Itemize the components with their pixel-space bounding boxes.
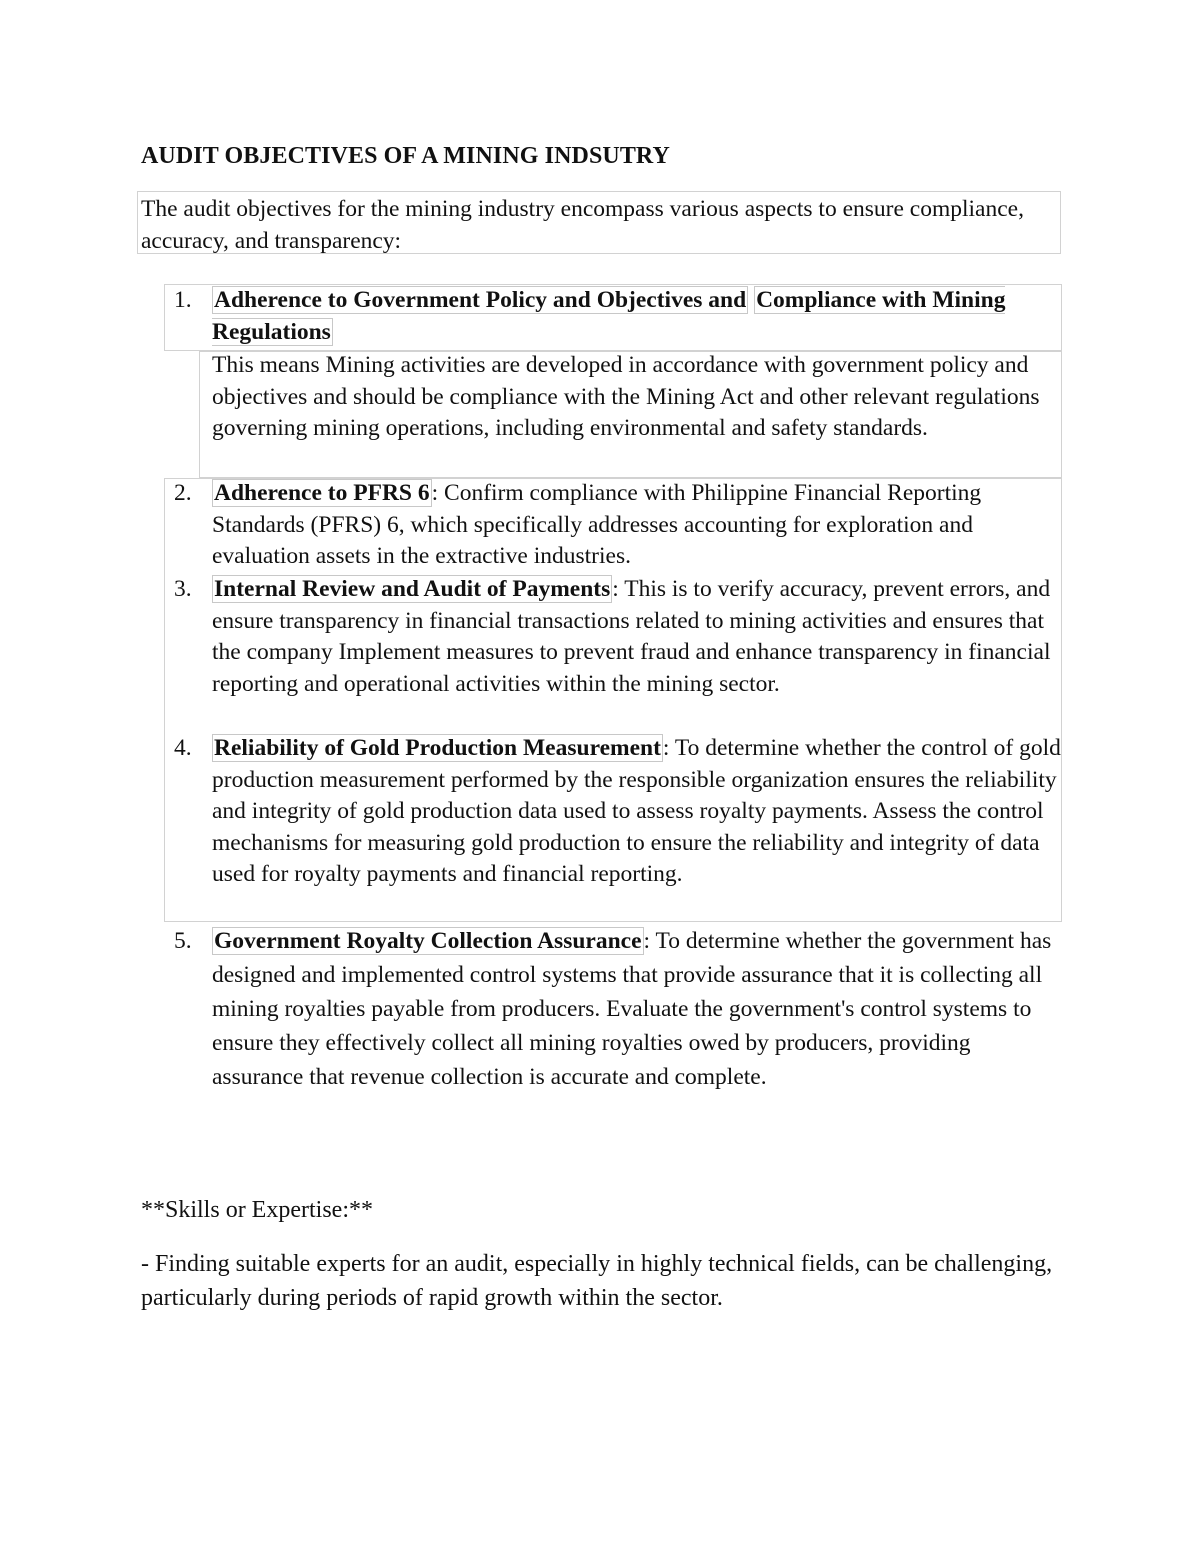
list-item-number: 1. xyxy=(174,287,192,313)
list-item-number: 4. xyxy=(174,735,192,761)
list-item-description: : This is to verify accuracy, prevent errors, and ensure transparency in financial transactions related to mining activities and ensures that the company Implement measures to prevent fraud and enhance transparency in financial reporting and operational activities within the mining sector. xyxy=(212,576,1051,697)
list-item-title: Internal Review and Audit of Payments xyxy=(214,576,611,602)
list-item xyxy=(174,478,1062,574)
intro-paragraph: The audit objectives for the mining industry encompass various aspects to ensure compliance, accuracy, and transparency: xyxy=(141,196,1024,254)
list-item-title: Government Royalty Collection Assurance xyxy=(214,928,642,954)
list-item-title: Adherence to Government Policy and Objectives and xyxy=(214,287,747,313)
list-item-description: : To determine whether the government has designed and implemented control systems that provide assurance that it is collecting all mining royalties payable from producers. Evaluate the government's control systems to ensure they effectively collect all mining royalties owed by producers, providing assurance that revenue collection is accurate and complete. xyxy=(212,928,1052,1090)
list-item-number: 5. xyxy=(174,928,192,954)
objectives-list xyxy=(174,285,1062,1094)
list-item xyxy=(174,285,1062,478)
list-item xyxy=(174,924,1062,1094)
list-item xyxy=(174,574,1062,733)
list-item-description: This means Mining activities are developed in accordance with government policy and objectives and should be compliance with the Mining Act and other relevant regulations governing mining operations, including environmental and safety standards. xyxy=(212,352,1040,442)
list-item xyxy=(174,733,1062,924)
skills-heading: **Skills or Expertise:** xyxy=(141,1197,373,1223)
list-item-number: 3. xyxy=(174,576,192,602)
document-title: AUDIT OBJECTIVES OF A MINING INDSUTRY xyxy=(141,143,670,169)
list-item-title: Adherence to PFRS 6 xyxy=(214,480,430,506)
list-item-description: : Confirm compliance with Philippine Financial Reporting Standards (PFRS) 6, which specifically addresses accounting for exploration and evaluation assets in the extractive industries. xyxy=(212,480,982,570)
list-item-title-continued: Compliance with Mining Regulations xyxy=(212,287,1006,345)
list-item-title: Reliability of Gold Production Measurement xyxy=(214,735,661,761)
skills-paragraph: - Finding suitable experts for an audit, especially in highly technical fields, can be challenging, particularly during periods of rapid growth within the sector. xyxy=(141,1251,1053,1311)
list-item-description: : To determine whether the control of gold production measurement performed by the responsible organization ensures the reliability and integrity of gold production data used to assess royalty payments. Assess the control mechanisms for measuring gold production to ensure the reliability and integrity of data used for royalty payments and financial reporting. xyxy=(212,735,1061,888)
list-item-number: 2. xyxy=(174,480,192,506)
